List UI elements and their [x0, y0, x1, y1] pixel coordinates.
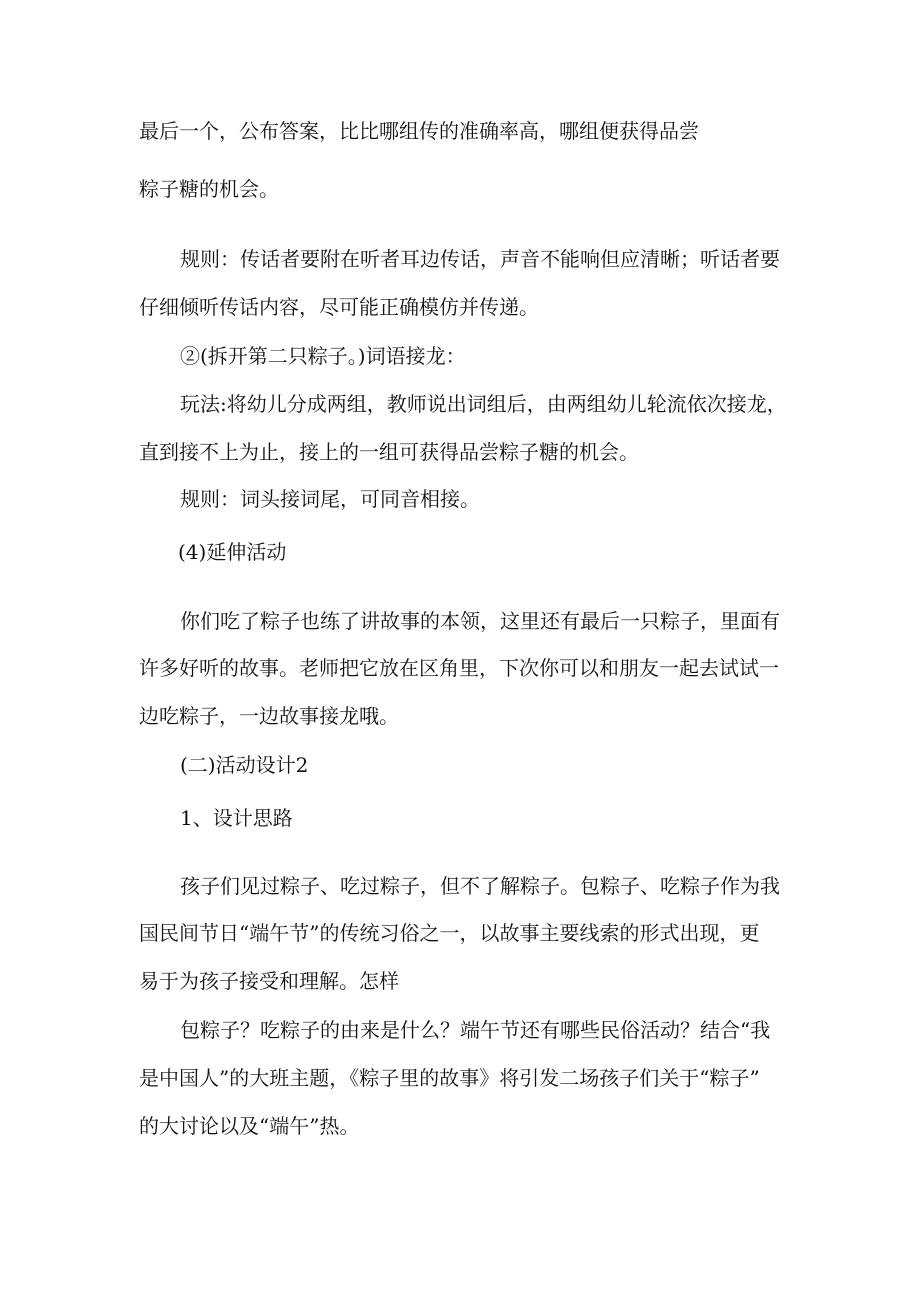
text-line: 直到接不上为止，接上的一组可获得品尝粽子糖的机会。	[139, 440, 639, 464]
text-line: 你们吃了粽子也练了讲故事的本领，这里还有最后一只粽子，里面有	[180, 609, 780, 633]
text-line: 许多好听的故事。老师把它放在区角里，下次你可以和朋友一起去试试一	[139, 656, 779, 680]
text-line: ②(拆开第二只粽子。)词语接龙：	[180, 344, 466, 368]
text-line: 仔细倾听传话内容，尽可能正确模仿并传递。	[139, 295, 539, 319]
section-heading: (4)延伸活动	[178, 540, 287, 564]
text-line: 粽子糖的机会。	[139, 177, 279, 201]
section-heading: (二)活动设计2	[180, 753, 309, 777]
section-heading: 1、设计思路	[180, 806, 293, 830]
text-line: 玩法:将幼儿分成两组，教师说出词组后，由两组幼儿轮流依次接龙，	[180, 392, 787, 416]
text-line: 规则：词头接词尾，可同音相接。	[180, 487, 480, 511]
text-line: 包粽子？吃粽子的由来是什么？端午节还有哪些民俗活动？结合“我	[180, 1018, 771, 1042]
text-line: 孩子们见过粽子、吃过粽子，但不了解粽子。包粽子、吃粽子作为我	[180, 874, 780, 898]
text-line: 规则：传话者要附在听者耳边传话，声音不能响但应清晰；听话者要	[180, 247, 780, 271]
text-line: 的大讨论以及“端午”热。	[139, 1114, 360, 1138]
text-line: 最后一个，公布答案，比比哪组传的准确率高，哪组便获得品尝	[139, 119, 699, 143]
text-line: 是中国人”的大班主题，《粽子里的故事》将引发二场孩子们关于“粽子”	[139, 1066, 760, 1090]
text-line: 边吃粽子，一边故事接龙哦。	[139, 704, 399, 728]
text-line: 国民间节日“端午节”的传统习俗之一，以故事主要线索的形式出现，更	[139, 921, 760, 945]
text-line: 易于为孩子接受和理解。怎样	[139, 969, 399, 993]
